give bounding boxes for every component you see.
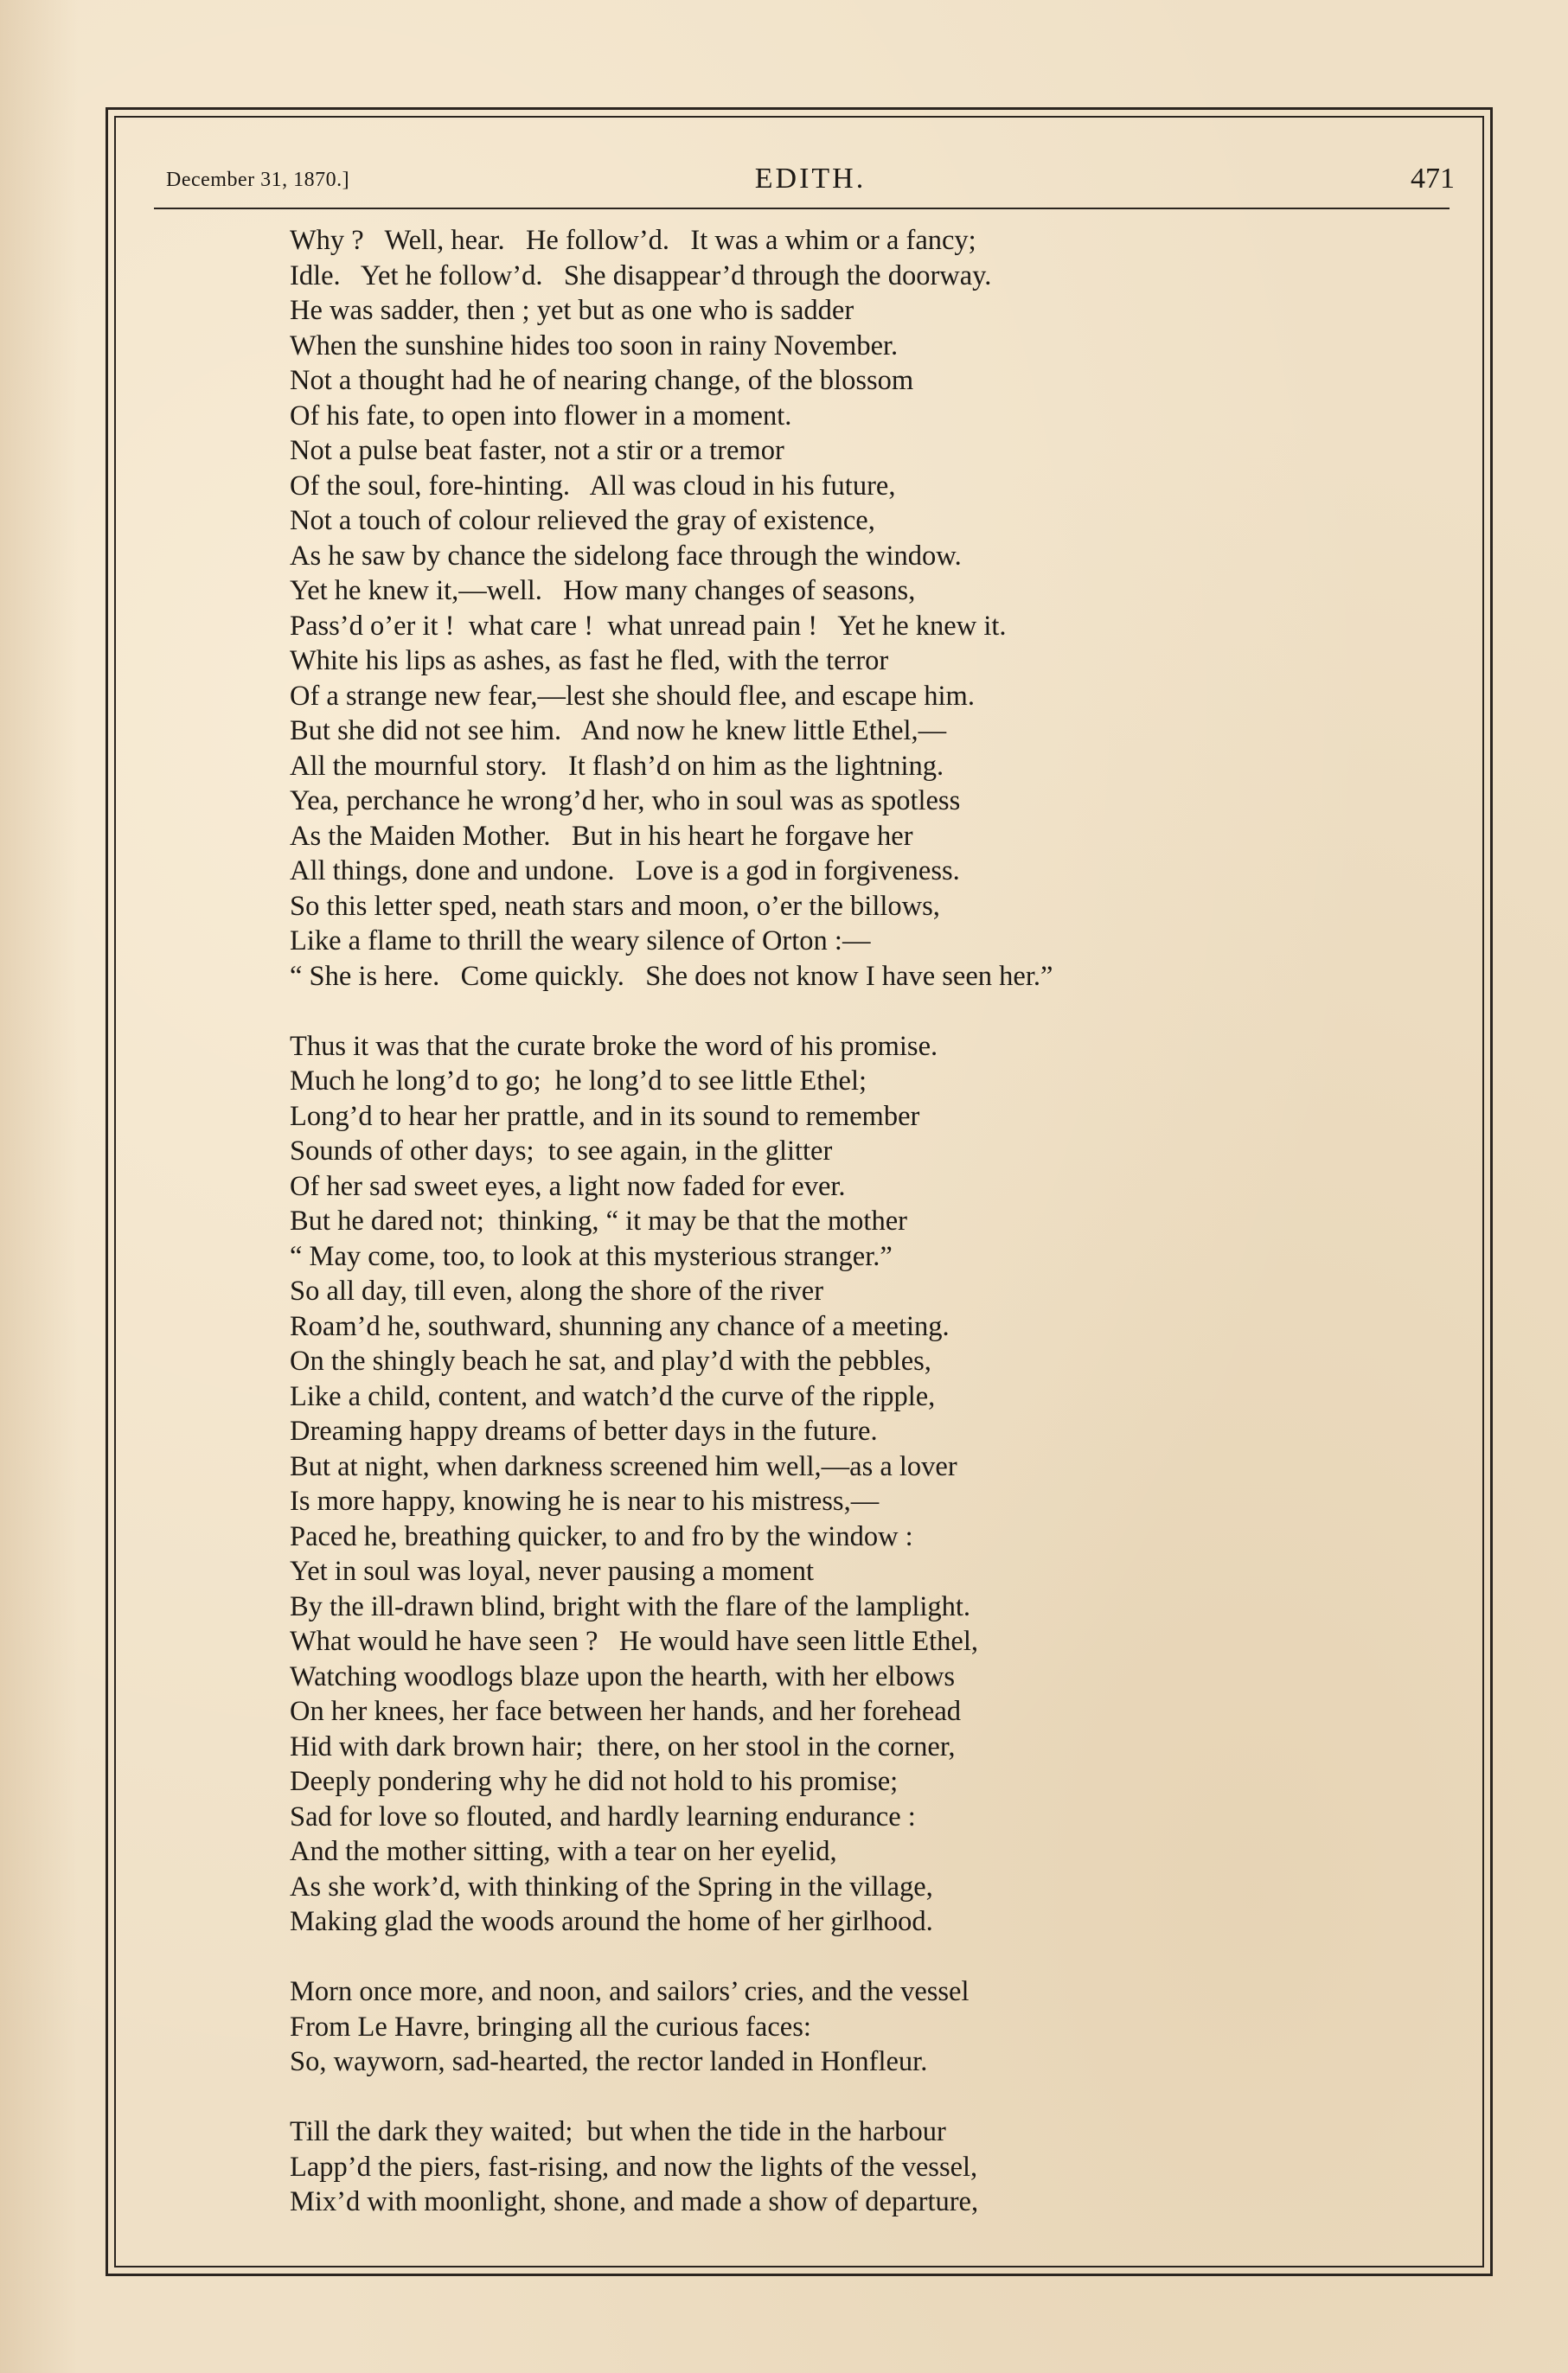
poem-line: Is more happy, knowing he is near to his mistress,— <box>290 1486 880 1517</box>
poem-line: “ May come, too, to look at this mysterious stranger.” <box>290 1240 893 1272</box>
poem-line: All the mournful story. It flash’d on him as the lightning. <box>290 750 944 782</box>
poem-line: White his lips as ashes, as fast he fled, with the terror <box>290 645 889 676</box>
header-rule <box>154 208 1450 209</box>
poem-line: By the ill-drawn blind, bright with the flare of the lamplight. <box>290 1590 971 1622</box>
poem-line: As the Maiden Mother. But in his heart he forgave her <box>290 820 913 852</box>
poem-line: Sounds of other days; to see again, in the glitter <box>290 1135 833 1167</box>
poem-line: Thus it was that the curate broke the word of his promise. <box>290 1030 938 1062</box>
stanza <box>290 223 1440 994</box>
poem-line: As she work’d, with thinking of the Spring in the village, <box>290 1871 933 1903</box>
poem-line: From Le Havre, bringing all the curious faces: <box>290 2011 811 2043</box>
poem-line: Lapp’d the piers, fast-rising, and now the lights of the vessel, <box>290 2151 978 2183</box>
stanza <box>290 1974 1440 2080</box>
poem-line: Like a child, content, and watch’d the curve of the ripple, <box>290 1380 936 1412</box>
poem-line: Deeply pondering why he did not hold to his promise; <box>290 1766 899 1797</box>
poem-line: Till the dark they waited; but when the tide in the harbour <box>290 2116 946 2147</box>
poem-line: Long’d to hear her prattle, and in its sound to remember <box>290 1100 920 1132</box>
poem-line: And the mother sitting, with a tear on her eyelid, <box>290 1836 837 1867</box>
poem-line: Hid with dark brown hair; there, on her stool in the corner, <box>290 1730 956 1762</box>
poem-line: Dreaming happy dreams of better days in the future. <box>290 1416 878 1447</box>
poem-line: Watching woodlogs blaze upon the hearth, with her elbows <box>290 1660 956 1692</box>
header-title: EDITH. <box>754 163 867 195</box>
poem-line: On the shingly beach he sat, and play’d with the pebbles, <box>290 1346 931 1377</box>
poem-line: Like a flame to thrill the weary silence of Orton :— <box>290 925 871 956</box>
poem-line: Yet he knew it,—well. How many changes of seasons, <box>290 575 916 606</box>
page-edge-shading <box>0 0 78 2373</box>
poem-line: Paced he, breathing quicker, to and fro by the window : <box>290 1520 913 1552</box>
header-date: December 31, 1870.] <box>166 169 350 191</box>
poem-line: Of his fate, to open into flower in a moment. <box>290 400 792 432</box>
poem-line: Not a touch of colour relieved the gray of existence, <box>290 505 875 536</box>
poem-line: But he dared not; thinking, “ it may be that the mother <box>290 1206 907 1237</box>
poem-line: What would he have seen ? He would have seen little Ethel, <box>290 1626 978 1657</box>
poem-line: Roam’d he, southward, shunning any chance of a meeting. <box>290 1310 950 1342</box>
poem-line: He was sadder, then ; yet but as one who is sadder <box>290 295 854 326</box>
poem-line: Idle. Yet he follow’d. She disappear’d through the doorway. <box>290 259 992 291</box>
poem-line: So, wayworn, sad-hearted, the rector landed in Honfleur. <box>290 2046 928 2077</box>
poem-line: Why ? Well, hear. He follow’d. It was a whim or a fancy; <box>290 225 976 256</box>
poem-line: On her knees, her face between her hands, and her forehead <box>290 1696 962 1727</box>
poem-line: Sad for love so flouted, and hardly learning endurance : <box>290 1801 916 1833</box>
page-number: 471 <box>1411 163 1455 195</box>
stanza <box>290 1029 1440 1940</box>
poem-line: When the sunshine hides too soon in rainy November. <box>290 329 899 361</box>
poem-line: So this letter sped, neath stars and moon, o’er the billows, <box>290 890 940 922</box>
poem-line: Yet in soul was loyal, never pausing a moment <box>290 1556 814 1587</box>
poem-body <box>290 223 1440 2255</box>
stanza <box>290 2114 1440 2220</box>
poem-line: Of a strange new fear,—lest she should flee, and escape him. <box>290 680 975 712</box>
poem-line: Not a pulse beat faster, not a stir or a tremor <box>290 435 784 466</box>
poem-line: Mix’d with moonlight, shone, and made a show of departure, <box>290 2186 979 2217</box>
poem-line: Of her sad sweet eyes, a light now faded for ever. <box>290 1170 846 1202</box>
poem-line: But she did not see him. And now he knew little Ethel,— <box>290 715 947 746</box>
poem-line: Yea, perchance he wrong’d her, who in soul was as spotless <box>290 785 961 816</box>
poem-line: As he saw by chance the sidelong face through the window. <box>290 540 962 572</box>
poem-line: “ She is here. Come quickly. She does not know I have seen her.” <box>290 960 1053 992</box>
poem-line: But at night, when darkness screened him well,—as a lover <box>290 1450 957 1482</box>
poem-line: Pass’d o’er it ! what care ! what unread pain ! Yet he knew it. <box>290 610 1007 642</box>
poem-line: All things, done and undone. Love is a god in forgiveness. <box>290 855 960 886</box>
poem-line: So all day, till even, along the shore of the river <box>290 1276 824 1307</box>
poem-line: Making glad the woods around the home of her girlhood. <box>290 1906 933 1937</box>
poem-line: Morn once more, and noon, and sailors’ cries, and the vessel <box>290 1976 970 2007</box>
running-header <box>166 154 1455 197</box>
poem-line: Of the soul, fore-hinting. All was cloud in his future, <box>290 470 896 502</box>
poem-line: Much he long’d to go; he long’d to see little Ethel; <box>290 1065 867 1097</box>
poem-line: Not a thought had he of nearing change, of the blossom <box>290 365 914 396</box>
